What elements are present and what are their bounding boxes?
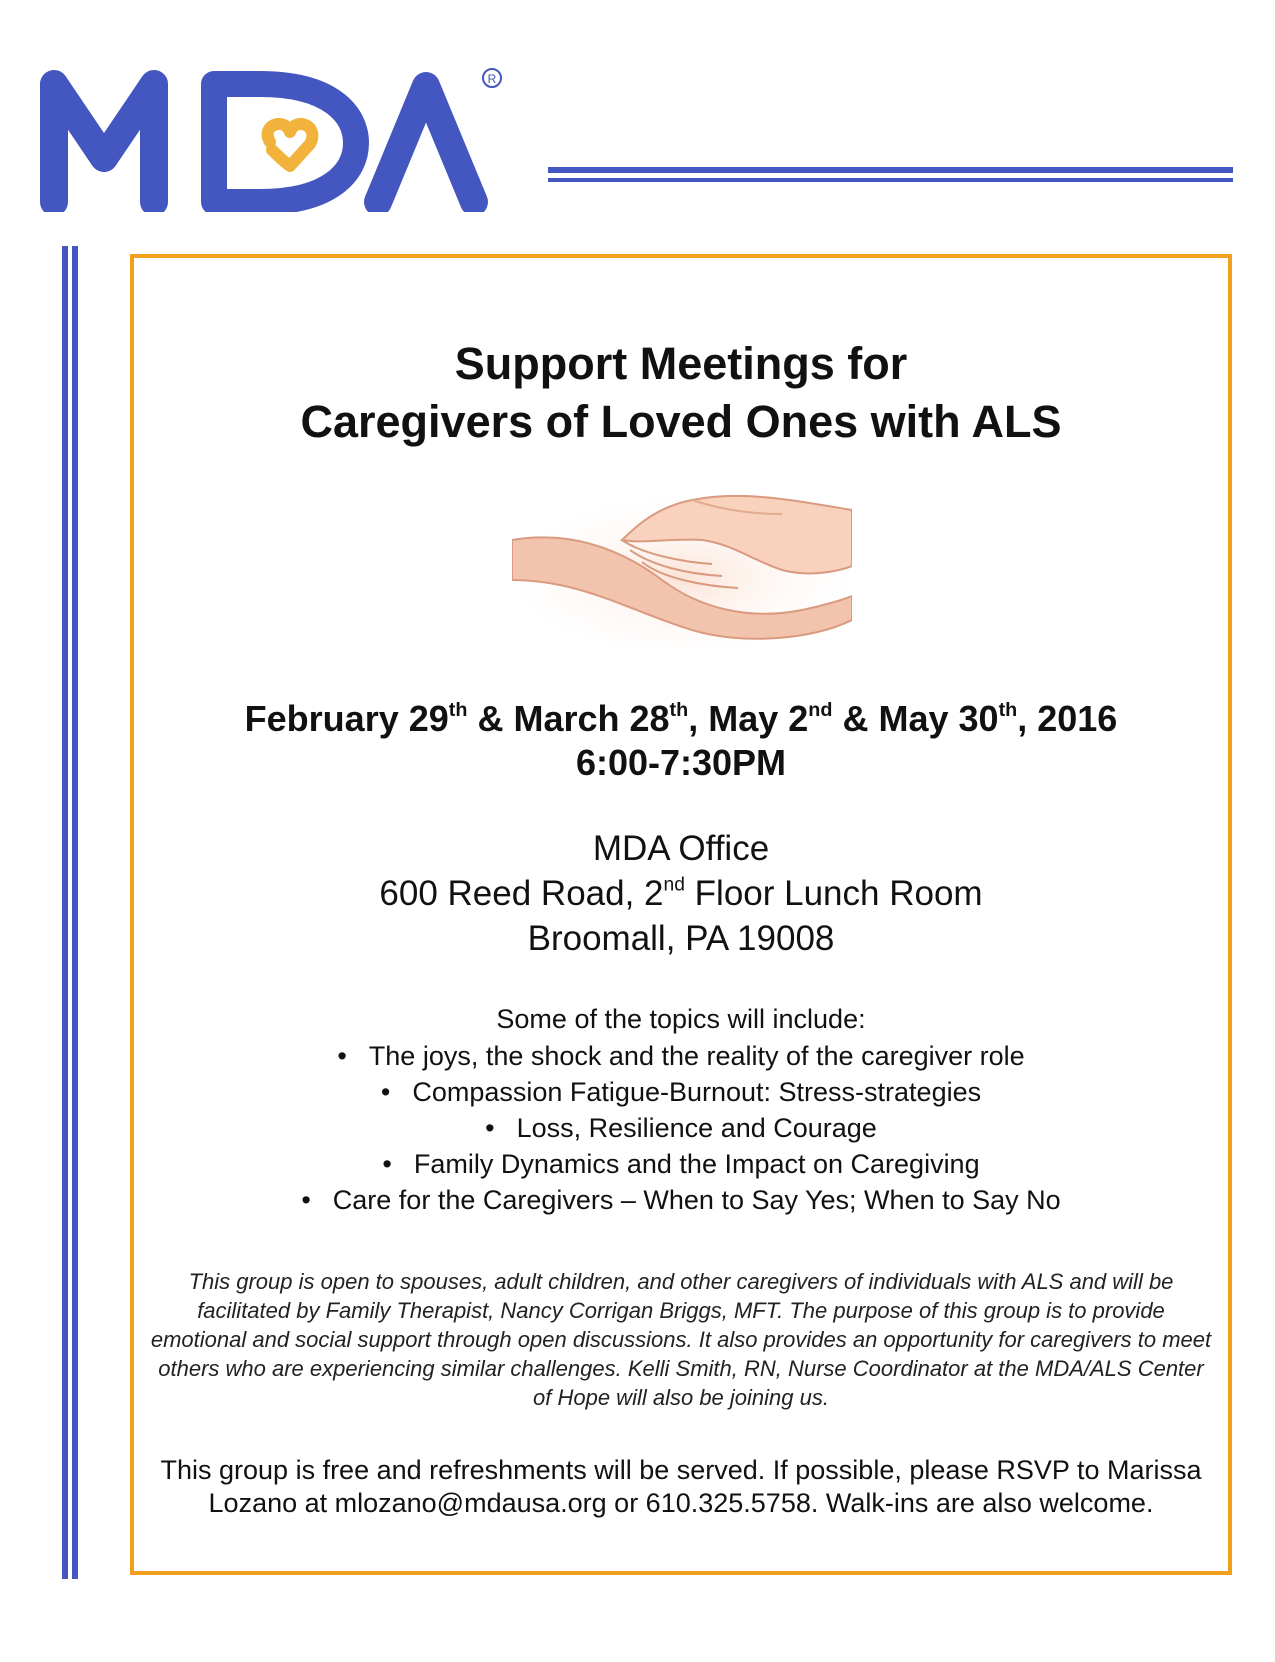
date-2-suffix: th (669, 699, 689, 722)
floor-suffix: nd (663, 874, 685, 896)
side-rule-inner (72, 246, 78, 1579)
list-item (130, 1146, 1232, 1182)
mda-logo-graphic (38, 62, 518, 212)
date-line (130, 697, 1232, 741)
topic-text: The joys, the shock and the reality of the caregiver role (368, 1041, 1025, 1071)
mda-logo (38, 62, 518, 212)
svg-text:R: R (487, 72, 497, 86)
bullet-icon: • (337, 1041, 347, 1071)
street-part: Floor Lunch Room (684, 874, 983, 913)
page-title (130, 335, 1232, 451)
street-part: 600 Reed Road, 2 (379, 874, 664, 913)
topics-intro: Some of the topics will include: (496, 1004, 866, 1034)
date-1: February 29 (244, 698, 449, 739)
bullet-icon: • (380, 1077, 391, 1107)
header-rule-thin (548, 178, 1233, 182)
title-line-2: Caregivers of Loved Ones with ALS (300, 396, 1062, 447)
list-item (130, 1074, 1232, 1110)
list-item (130, 1038, 1232, 1074)
rsvp-info: This group is free and refreshments will be served. If possible, please RSVP to Marissa Lozano at mlozano@mdausa.org or 610.325.5758. Walk-ins are also welcome. (160, 1455, 1202, 1518)
date-1-suffix: th (448, 699, 468, 722)
meeting-dates (130, 697, 1232, 785)
location-name: MDA Office (592, 829, 770, 868)
topic-text: Compassion Fatigue-Burnout: Stress-strategies (412, 1077, 982, 1107)
date-4: May 30 (878, 698, 999, 739)
meeting-time: 6:00-7:30PM (575, 742, 787, 783)
topic-text: Loss, Resilience and Courage (516, 1113, 877, 1143)
location-street (130, 871, 1232, 916)
group-description: This group is open to spouses, adult children, and other caregivers of individuals with ALS and will be facilitated by Family Therapist, Nancy Corrigan Briggs, MFT. The purpose of this group is to provide emotional and social support through open discussions. It also provides an opportunity for caregivers to meet others who are experiencing similar challenges. Kelli Smith, RN, Nurse Coordinator at the MDA/ALS Center of Hope will also be joining us. (150, 1269, 1212, 1410)
date-2: March 28 (513, 698, 670, 739)
bullet-icon: • (382, 1149, 392, 1179)
side-rule-outer (62, 246, 68, 1579)
date-3: May 2 (708, 698, 809, 739)
bullet-icon: • (301, 1185, 311, 1215)
topics-list (130, 1038, 1232, 1218)
topic-text: Family Dynamics and the Impact on Caregiving (413, 1149, 980, 1179)
title-line-1: Support Meetings for (454, 338, 908, 389)
list-item (130, 1110, 1232, 1146)
list-item (130, 1182, 1232, 1218)
date-3-suffix: nd (808, 699, 833, 722)
meeting-location (130, 826, 1232, 961)
location-city: Broomall, PA 19008 (527, 919, 835, 958)
date-separator: & (467, 698, 514, 739)
bullet-icon: • (485, 1113, 495, 1143)
date-year: , 2016 (1017, 698, 1118, 739)
date-4-suffix: th (998, 699, 1018, 722)
hands-holding-icon (512, 470, 852, 660)
topic-text: Care for the Caregivers – When to Say Yes; When to Say No (332, 1185, 1061, 1215)
date-separator: , (688, 698, 709, 739)
date-separator: & (832, 698, 879, 739)
header-rule-thick (548, 167, 1233, 173)
